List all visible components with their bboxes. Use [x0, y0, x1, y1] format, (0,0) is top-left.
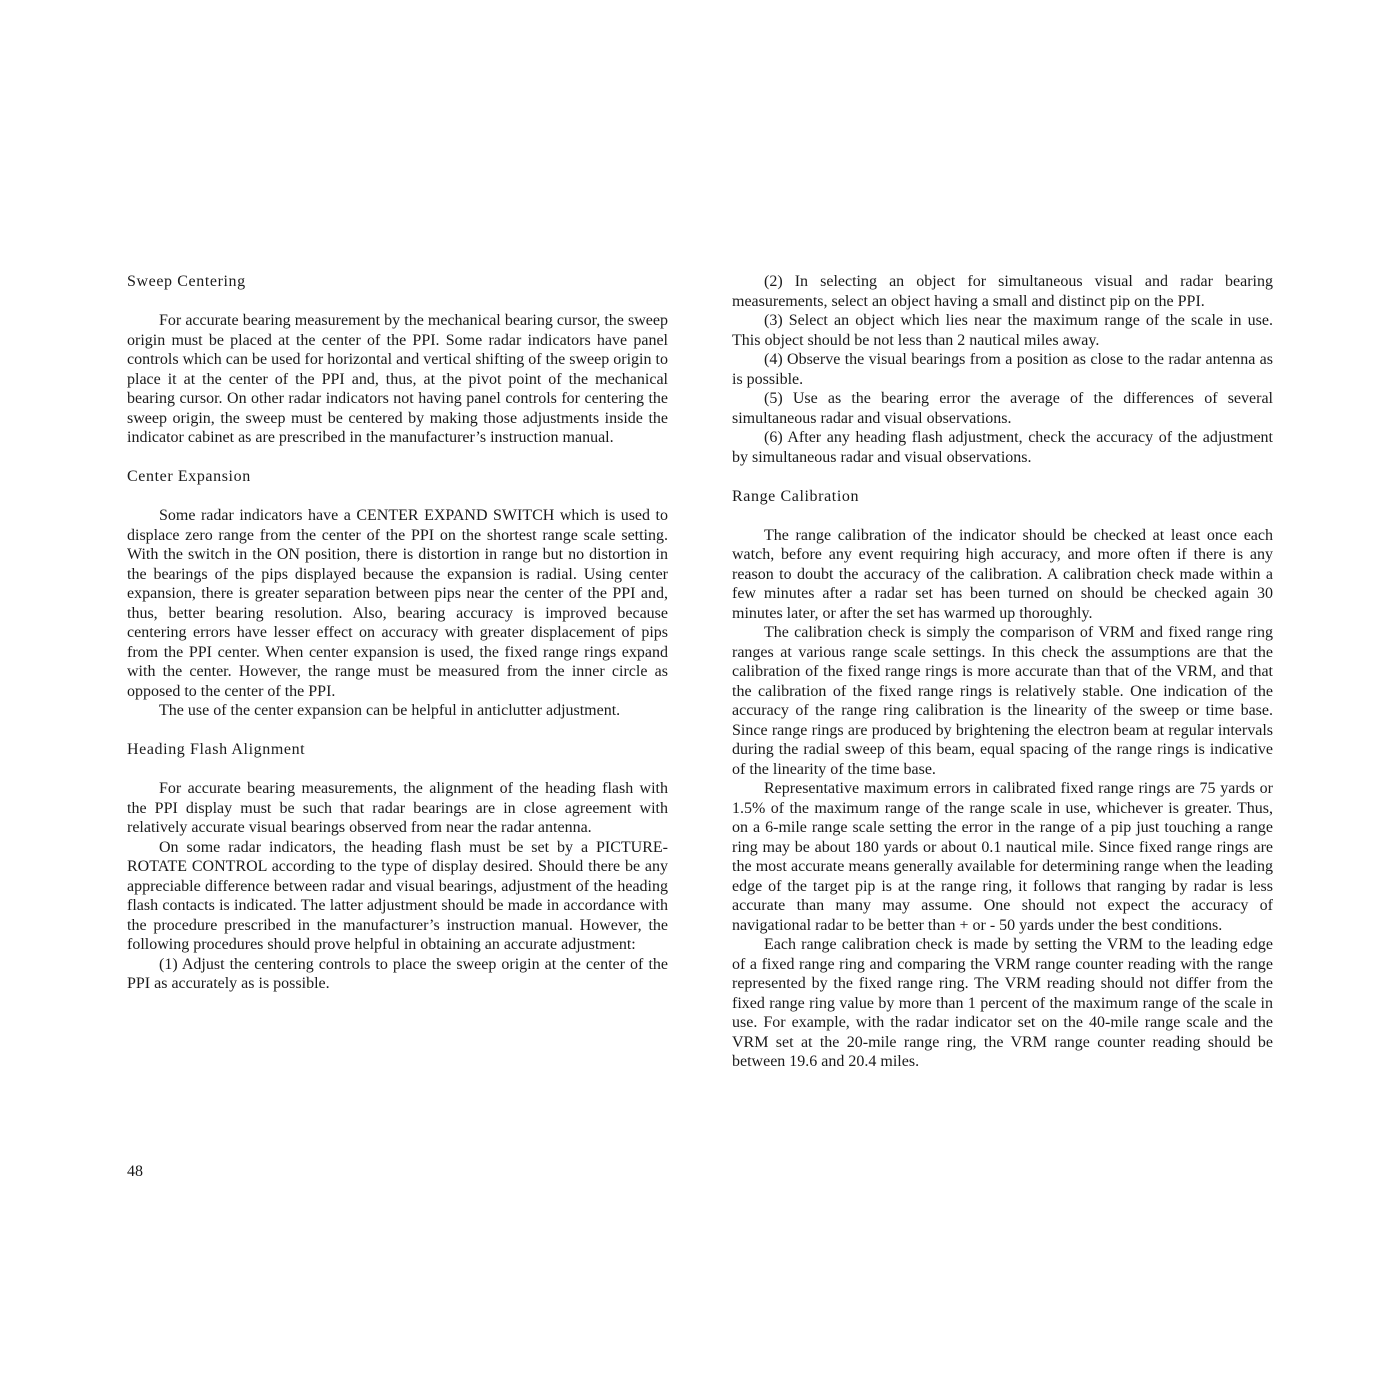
procedure-step: (2) In selecting an object for simultaneous visual and radar bearing measurements, select an object having a small and distinct pip on the PPI. — [732, 273, 1273, 310]
section-heading: Range Calibration — [732, 487, 860, 505]
section-heading: Sweep Centering — [127, 273, 246, 290]
procedure-step: (6) After any heading flash adjustment, check the accuracy of the adjustment by simultaneous radar and visual observations. — [732, 429, 1273, 466]
section-center-expansion — [127, 467, 668, 721]
page-number: 48 — [127, 1163, 143, 1180]
section-sweep-centering — [127, 272, 668, 448]
paragraph: For accurate bearing measurements, the alignment of the heading flash with the PPI display must be such that radar bearings are in close agreement with relatively accurate visual bearings observed from near the radar antenna. — [127, 780, 668, 836]
section-heading: Heading Flash Alignment — [127, 741, 306, 758]
section-heading: Center Expansion — [127, 468, 251, 485]
procedure-step: (3) Select an object which lies near the maximum range of the scale in use. This object should be not less than 2 nautical miles away. — [732, 312, 1273, 349]
paragraph: (1) Adjust the centering controls to place the sweep origin at the center of the PPI as accurately as is possible. — [127, 955, 668, 992]
paragraph: Each range calibration check is made by setting the VRM to the leading edge of a fixed range ring and comparing the VRM range counter reading with the range represented by the fixed range ring. The VRM reading should not differ from the fixed range ring value by more than 1 percent of the maximum range of the scale in use. For example, with the radar indicator set on the 40-mile range scale and the VRM set at the 20-mile range ring, the VRM range counter reading should be between 19.6 and 20.4 miles. — [732, 936, 1273, 1070]
paragraph: The use of the center expansion can be helpful in anticlutter adjustment. — [159, 702, 621, 719]
paragraph: On some radar indicators, the heading flash must be set by a PICTURE-ROTATE CONTROL according to the type of display desired. Should there be any appreciable difference between radar and visual bearings, adjustment of the heading flash contacts is indicated. The latter adjustment should be made in accordance with the procedure prescribed in the manufacturer’s instruction manual. However, the following procedures should prove helpful in obtaining an accurate adjustment: — [127, 838, 668, 953]
right-column — [732, 272, 1273, 1072]
procedure-step: (4) Observe the visual bearings from a position as close to the radar antenna as is possible. — [732, 351, 1273, 388]
paragraph: Some radar indicators have a CENTER EXPAND SWITCH which is used to displace zero range from the center of the PPI on the shortest range scale setting. With the switch in the ON position, there is distortion in range but no distortion in the bearings of the pips displayed because the expansion is radial. Using center expansion, there is greater separation between pips near the center of the PPI and, thus, better bearing resolution. Also, bearing accuracy is improved because centering errors have lesser effect on accuracy with greater displacement of pips from the PPI center. When center expansion is used, the fixed range rings expand with the center. However, the range must be measured from the inner circle as opposed to the center of the PPI. — [127, 507, 668, 700]
procedure-list — [732, 272, 1273, 467]
paragraph: Representative maximum errors in calibrated fixed range rings are 75 yards or 1.5% of the maximum range of the range scale in use, whichever is greater. Thus, on a 6-mile range scale setting the error in the range of a pip just touching a range ring may be about 180 yards or about 0.1 nautical mile. Since fixed range rings are the most accurate means generally available for determining range when the leading edge of the target pip is at the range ring, it follows that ranging by radar is less accurate than many may assume. One should not expect the accuracy of navigational radar to be better than + or - 50 yards under the best conditions. — [732, 780, 1273, 934]
left-column — [127, 272, 668, 994]
paragraph: The range calibration of the indicator should be checked at least once each watch, before any event requiring high accuracy, and more often if there is any reason to doubt the accuracy of the calibration. A calibration check made within a few minutes after a radar set has been turned on should be checked again 30 minutes later, or after the set has warmed up thoroughly. — [732, 526, 1273, 622]
procedure-step: (5) Use as the bearing error the average of the differences of several simultaneous radar and visual observations. — [732, 390, 1273, 427]
section-range-calibration — [732, 487, 1273, 1072]
paragraph: The calibration check is simply the comparison of VRM and fixed range ring ranges at various range scale settings. In this check the assumptions are that the calibration of the fixed range rings is more accurate than that of the VRM, and that the calibration of the fixed range rings is relatively stable. One indication of the accuracy of the range ring calibration is the linearity of the sweep or time base. Since range rings are produced by brightening the electron beam at regular intervals during the radial sweep of this beam, equal spacing of the range rings is indicative of the linearity of the time base. — [732, 624, 1273, 778]
section-heading-flash-alignment — [127, 740, 668, 994]
paragraph: For accurate bearing measurement by the mechanical bearing cursor, the sweep origin must be placed at the center of the PPI. Some radar indicators have panel controls which can be used for horizontal and vertical shifting of the sweep origin to place it at the center of the PPI and, thus, at the pivot point of the mechanical bearing cursor. On other radar indicators not having panel controls for centering the sweep origin, the sweep must be centered by making those adjustments inside the indicator cabinet as are prescribed in the manufacturer’s instruction manual. — [127, 312, 668, 446]
